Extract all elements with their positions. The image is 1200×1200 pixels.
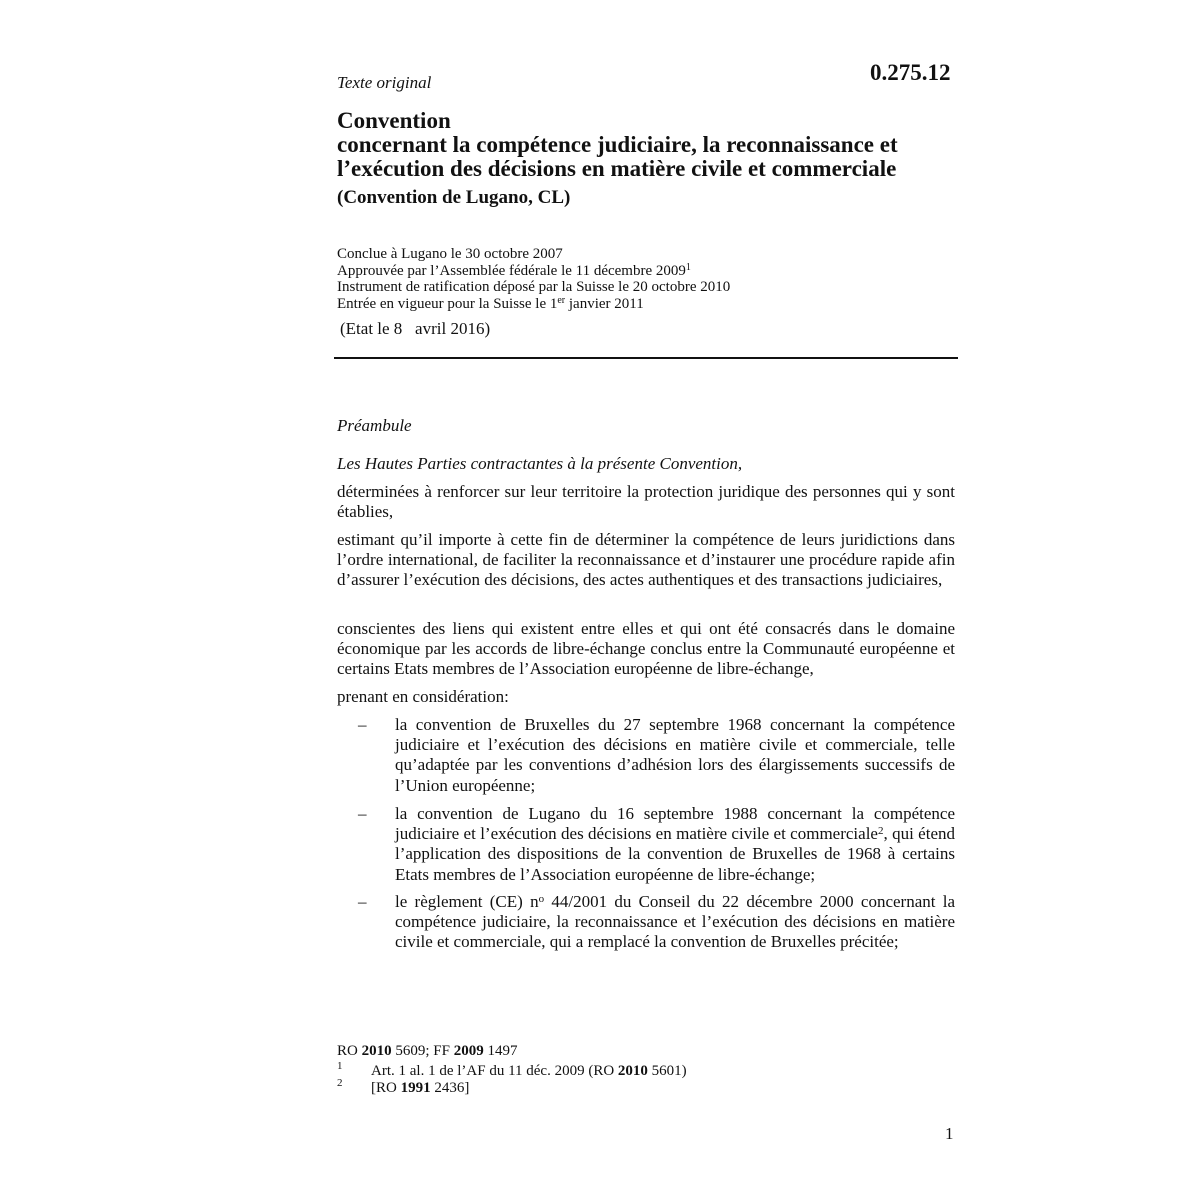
- meta-approved: Approuvée par l’Assemblée fédérale le 11 décembre 2009$^1$: [337, 261, 691, 279]
- header-divider: [334, 357, 958, 359]
- list-dash: –: [358, 804, 367, 823]
- footnote-ref-1[interactable]: 1: [685, 261, 691, 273]
- preamble-paragraph-1: déterminées à renforcer sur leur territoire la protection juridique des personnes qui y sont établies,: [337, 482, 955, 522]
- page-number: 1: [945, 1124, 954, 1143]
- title-block: [337, 109, 967, 209]
- list-item-text: le règlement (CE) $n^o$ 44/2001 du Conseil du 22 décembre 2000 concernant la compétence judiciaire, la reconnaissance et l’exécution des décisions en matière civile et commerciale, qui a remplacé la convention de Bruxelles précitée;: [395, 892, 956, 952]
- list-item-text: la convention de Lugano du 16 septembre 1988 concernant la compétence judiciaire et l’exécution des décisions en matière civile et commerciale$^2$, qui étend l’application des dispositions de la convention de Bruxelles de 1968 à certains Etats membres de l’Association européenne de libre-échange;: [395, 804, 955, 884]
- title-line-1: Convention: [337, 108, 451, 133]
- meta-concluded: Conclue à Lugano le 30 octobre 2007: [337, 246, 563, 262]
- list-dash: –: [358, 892, 367, 911]
- footnote-number: 2: [337, 1077, 343, 1089]
- preamble-heading: Préambule: [337, 416, 412, 435]
- sr-number: 0.275.12: [870, 60, 951, 85]
- footer-reference: RO 2010 5609; FF 2009 1497: [337, 1043, 518, 1059]
- footnote-text: [RO 1991 2436]: [371, 1080, 470, 1096]
- meta-entry: Entrée en vigueur pour la Suisse le 1er janvier 2011: [337, 294, 644, 312]
- list-dash: –: [358, 715, 367, 734]
- footnote-ref-2[interactable]: 2: [877, 825, 884, 838]
- title-line-3: l’exécution des décisions en matière civile et commerciale: [337, 156, 897, 181]
- preamble-paragraph-4: prenant en considération:: [337, 687, 509, 706]
- texte-original-label: Texte original: [337, 73, 432, 92]
- preamble-paragraph-2: estimant qu’il importe à cette fin de déterminer la compétence de leurs juridictions dans l’ordre international, de faciliter la reconnaissance et d’instaurer une procédure rapide afin d’assurer l’exécution des décisions, des actes authentiques et des transactions judiciaires,: [337, 530, 955, 590]
- meta-block: [337, 246, 730, 312]
- preamble-parties: Les Hautes Parties contractantes à la présente Convention,: [337, 454, 743, 473]
- footnote-number: 1: [337, 1060, 343, 1072]
- preamble-paragraph-3: conscientes des liens qui existent entre elles et qui ont été consacrés dans le domaine économique par les accords de libre-échange conclus entre la Communauté européenne et certains Etats membres de l’Association européenne de libre-échange,: [337, 619, 955, 679]
- list-item-text: la convention de Bruxelles du 27 septembre 1968 concernant la compétence judiciaire et l’exécution des décisions en matière civile et commerciale, telle qu’adaptée par les conventions d’adhésion lors des élargissements successifs de l’Union européenne;: [395, 715, 955, 795]
- etat-date: (Etat le 8 avril 2016): [340, 319, 491, 338]
- short-title: (Convention de Lugano, CL): [337, 187, 571, 208]
- title-line-2: concernant la compétence judiciaire, la reconnaissance et: [337, 132, 898, 157]
- meta-ratification: Instrument de ratification déposé par la Suisse le 20 octobre 2010: [337, 279, 731, 295]
- footnote-text: Art. 1 al. 1 de l’AF du 11 déc. 2009 (RO 2010 5601): [371, 1063, 687, 1079]
